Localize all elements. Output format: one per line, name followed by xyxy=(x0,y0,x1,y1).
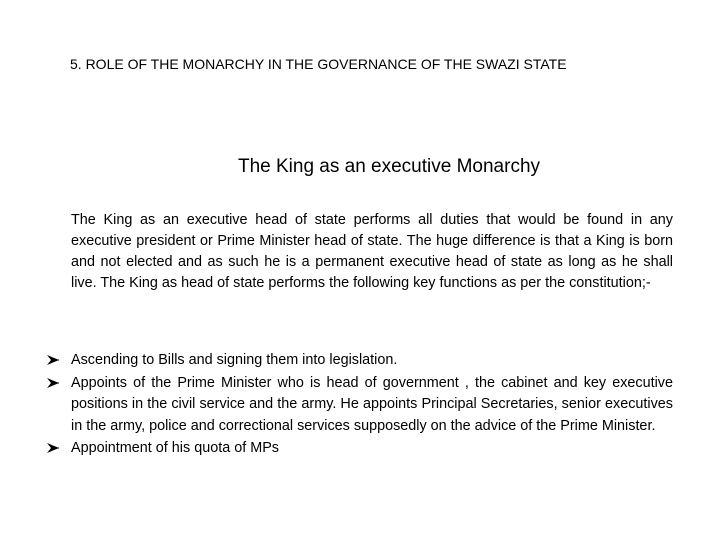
intro-paragraph: The King as an executive head of state performs all duties that would be found in any executive president or Prime Minister head of state. The huge difference is that a King is born and not elected and as such he is a permanent executive head of state as long as he shall live. The King as head of state performs the following key functions as per the constitution;- xyxy=(71,212,673,291)
list-item xyxy=(46,350,673,372)
list-item-text: Appointment of his quota of MPs xyxy=(71,440,279,456)
arrow-bullet-icon xyxy=(46,353,60,367)
section-heading: 5. ROLE OF THE MONARCHY IN THE GOVERNANCE OF THE SWAZI STATE xyxy=(70,56,567,72)
list-item-text: Appoints of the Prime Minister who is head of government , the cabinet and key executive positions in the civil service and the army. He appoints Principal Secretaries, senior executives in the army, police and correctional services supposedly on the advice of the Prime Minister. xyxy=(71,374,673,434)
arrow-bullet-icon xyxy=(46,441,60,455)
section-subtitle: The King as an executive Monarchy xyxy=(237,156,541,177)
list-item-text: Ascending to Bills and signing them into legislation. xyxy=(71,352,398,368)
list-item xyxy=(46,438,673,460)
arrow-bullet-icon xyxy=(46,376,60,390)
list-item xyxy=(46,373,673,438)
functions-list xyxy=(46,350,673,461)
